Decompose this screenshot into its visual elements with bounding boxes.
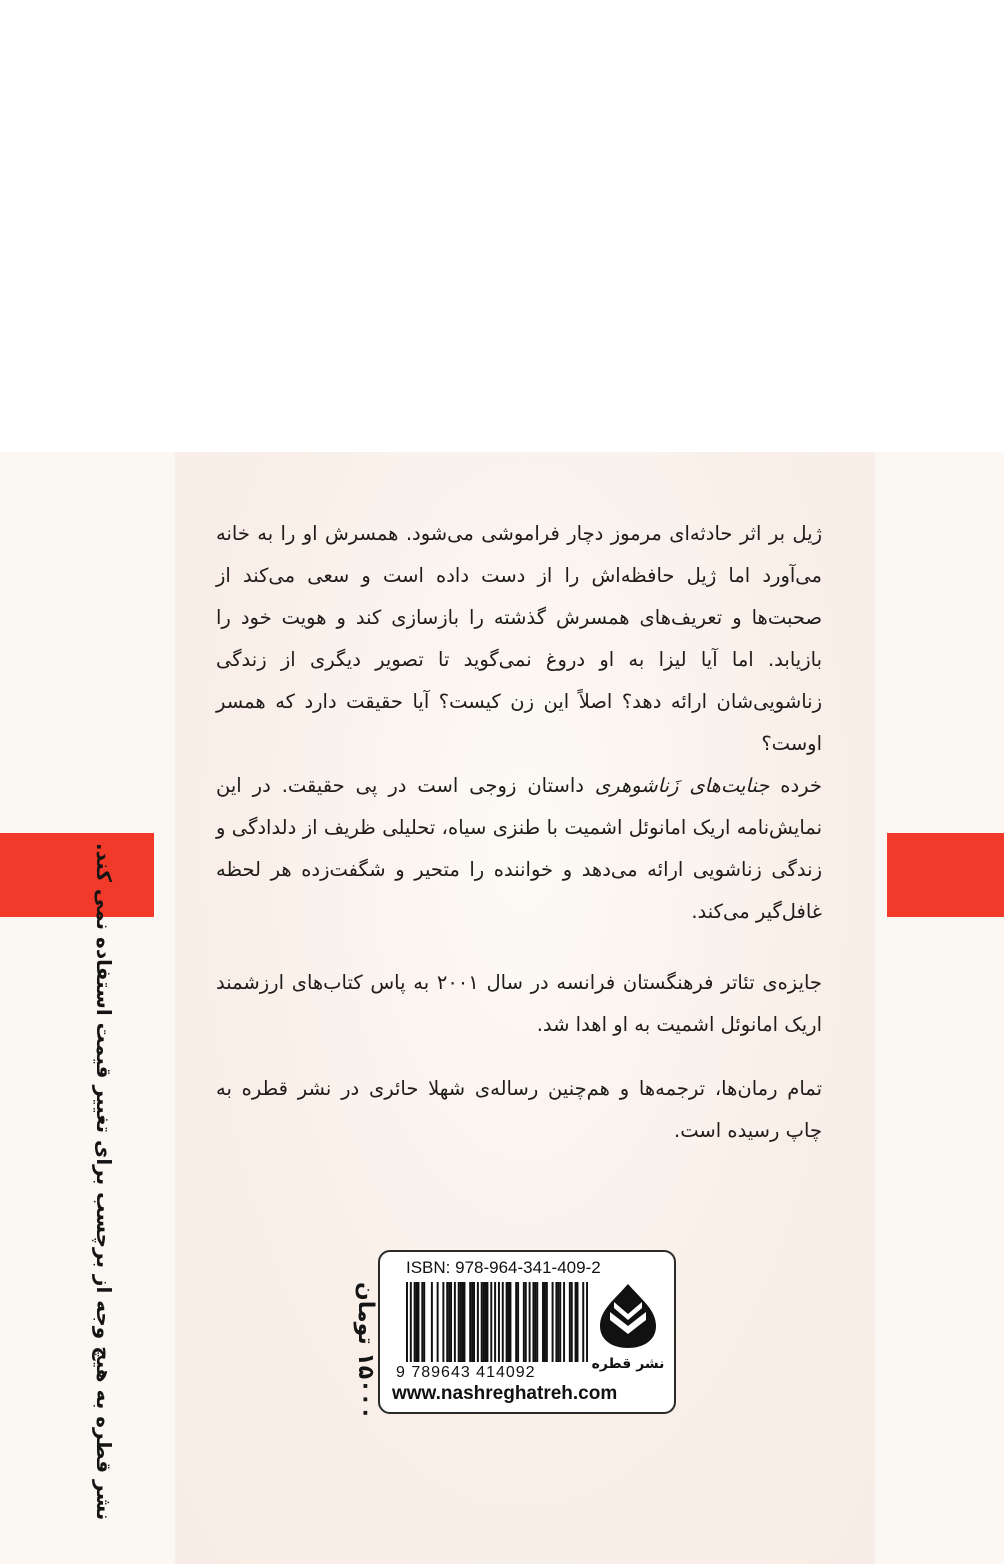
- barcode-bar: [450, 1282, 452, 1362]
- barcode-bar: [555, 1282, 557, 1362]
- barcode-bar: [431, 1282, 433, 1362]
- barcode-bar: [563, 1282, 565, 1362]
- barcode-bar: [577, 1282, 579, 1362]
- barcode-bar: [575, 1282, 577, 1362]
- barcode-bar: [517, 1282, 519, 1362]
- barcode-bar: [544, 1282, 546, 1362]
- barcode-bar: [523, 1282, 525, 1362]
- barcode-bar: [536, 1282, 538, 1362]
- price-label: ۱۵۰۰۰ تومان: [353, 1282, 378, 1420]
- barcode-bar: [460, 1282, 462, 1362]
- barcode-bar: [463, 1282, 465, 1362]
- barcode-bar: [437, 1282, 439, 1362]
- barcode-bar: [509, 1282, 511, 1362]
- barcode-bar: [582, 1282, 584, 1362]
- blurb-paragraph-4: تمام رمان‌ها، ترجمه‌ها و هم‌چنین رساله‌ی شهلا حائری در نشر قطره به چاپ رسیده است.: [216, 1077, 822, 1142]
- barcode-bar: [423, 1282, 425, 1362]
- barcode-bar: [469, 1282, 471, 1362]
- isbn-barcode-box: [378, 1250, 676, 1414]
- top-blank-area: [0, 0, 1004, 452]
- barcode-bar: [471, 1282, 473, 1362]
- barcode-bar: [494, 1282, 496, 1362]
- barcode-bar: [546, 1282, 548, 1362]
- barcode-bar: [506, 1282, 508, 1362]
- barcode-bar: [534, 1282, 536, 1362]
- barcode-digits: 9 789643 414092: [396, 1364, 536, 1381]
- barcode-bar: [502, 1282, 504, 1362]
- barcode-bar: [486, 1282, 488, 1362]
- barcode-bar: [448, 1282, 450, 1362]
- barcode-bar: [485, 1282, 487, 1362]
- barcode-bar: [454, 1282, 456, 1362]
- barcode-bar: [417, 1282, 419, 1362]
- barcode-bar: [532, 1282, 534, 1362]
- barcode-bar: [542, 1282, 544, 1362]
- barcode-bar: [458, 1282, 460, 1362]
- barcode-bar: [490, 1282, 492, 1362]
- publisher-logo-text: نشر قطره: [591, 1356, 665, 1372]
- barcode-bar: [473, 1282, 475, 1362]
- barcode-bar: [421, 1282, 423, 1362]
- barcode-bar: [477, 1282, 479, 1362]
- barcode-bar: [446, 1282, 448, 1362]
- barcode-bar: [462, 1282, 464, 1362]
- barcode-bar: [571, 1282, 573, 1362]
- barcode-bar: [442, 1282, 444, 1362]
- barcode-bar: [481, 1282, 483, 1362]
- barcode-bar: [515, 1282, 517, 1362]
- blurb-paragraph-2: [216, 765, 822, 933]
- blurb-paragraph-3: جایزه‌ی تئاتر فرهنگستان فرانسه در سال ۲۰۰۱ به پاس کتاب‌های ارزشمند اریک امانوئل اشمیت به او اهدا شد.: [216, 971, 822, 1036]
- publisher-website: www.nashreghatreh.com: [392, 1383, 618, 1404]
- barcode-bar: [557, 1282, 559, 1362]
- right-red-stripe: [887, 833, 1004, 917]
- barcode-bar: [529, 1282, 531, 1362]
- barcode-bar: [416, 1282, 418, 1362]
- publisher-drop-logo-icon: [594, 1282, 662, 1350]
- barcode-bar: [498, 1282, 500, 1362]
- barcode-bar: [410, 1282, 412, 1362]
- left-red-stripe: [0, 833, 154, 917]
- barcode-bar: [569, 1282, 571, 1362]
- blurb-paragraph-2-rest: داستان زوجی است در پی حقیقت. در این نمایش‌نامه اریک امانوئل اشمیت با طنزی سیاه، تحلیلی ظریف از دلدادگی و زندگی زناشویی ارائه می‌دهد و خواننده را متحیر و شگفت‌زده هر لحظه غافل‌گیر می‌کند.: [216, 774, 822, 923]
- barcode-bar: [483, 1282, 485, 1362]
- isbn-number: ISBN: 978-964-341-409-2: [406, 1258, 601, 1277]
- blurb-block-main: [216, 513, 822, 933]
- book-title: جنایت‌های زَناشوهری: [594, 774, 770, 797]
- barcode-bar: [414, 1282, 416, 1362]
- barcode-bar: [552, 1282, 554, 1362]
- blurb-paragraph-2-prefix: خرده: [769, 774, 822, 797]
- barcode-bar: [508, 1282, 510, 1362]
- blurb-paragraph-1: ژیل بر اثر حادثه‌ای مرموز دچار فراموشی می‌شود. همسرش او را به خانه می‌آورد اما ژیل حافظه‌اش را از دست داده است و سعی می‌کند از صحبت‌ها و تعریف‌های همسرش گذشته را بازسازی کند و هویت خود را بازیابد. اما آیا لیزا به او دروغ نمی‌گوید تا تصویر دیگری از زندگی زناشویی‌شان ارائه دهد؟ اصلاً این زن کیست؟ آیا حقیقت دارد که همسر اوست؟: [216, 522, 822, 755]
- barcode-bar: [559, 1282, 561, 1362]
- barcode-icon: [406, 1282, 588, 1362]
- barcode-bar: [586, 1282, 588, 1362]
- price-sticker-notice: نشر قطره به هیچ وجه از برچسب برای تغییر قیمت استفاده نمی کند.: [92, 842, 116, 1520]
- barcode-bar: [406, 1282, 408, 1362]
- barcode-bar: [525, 1282, 527, 1362]
